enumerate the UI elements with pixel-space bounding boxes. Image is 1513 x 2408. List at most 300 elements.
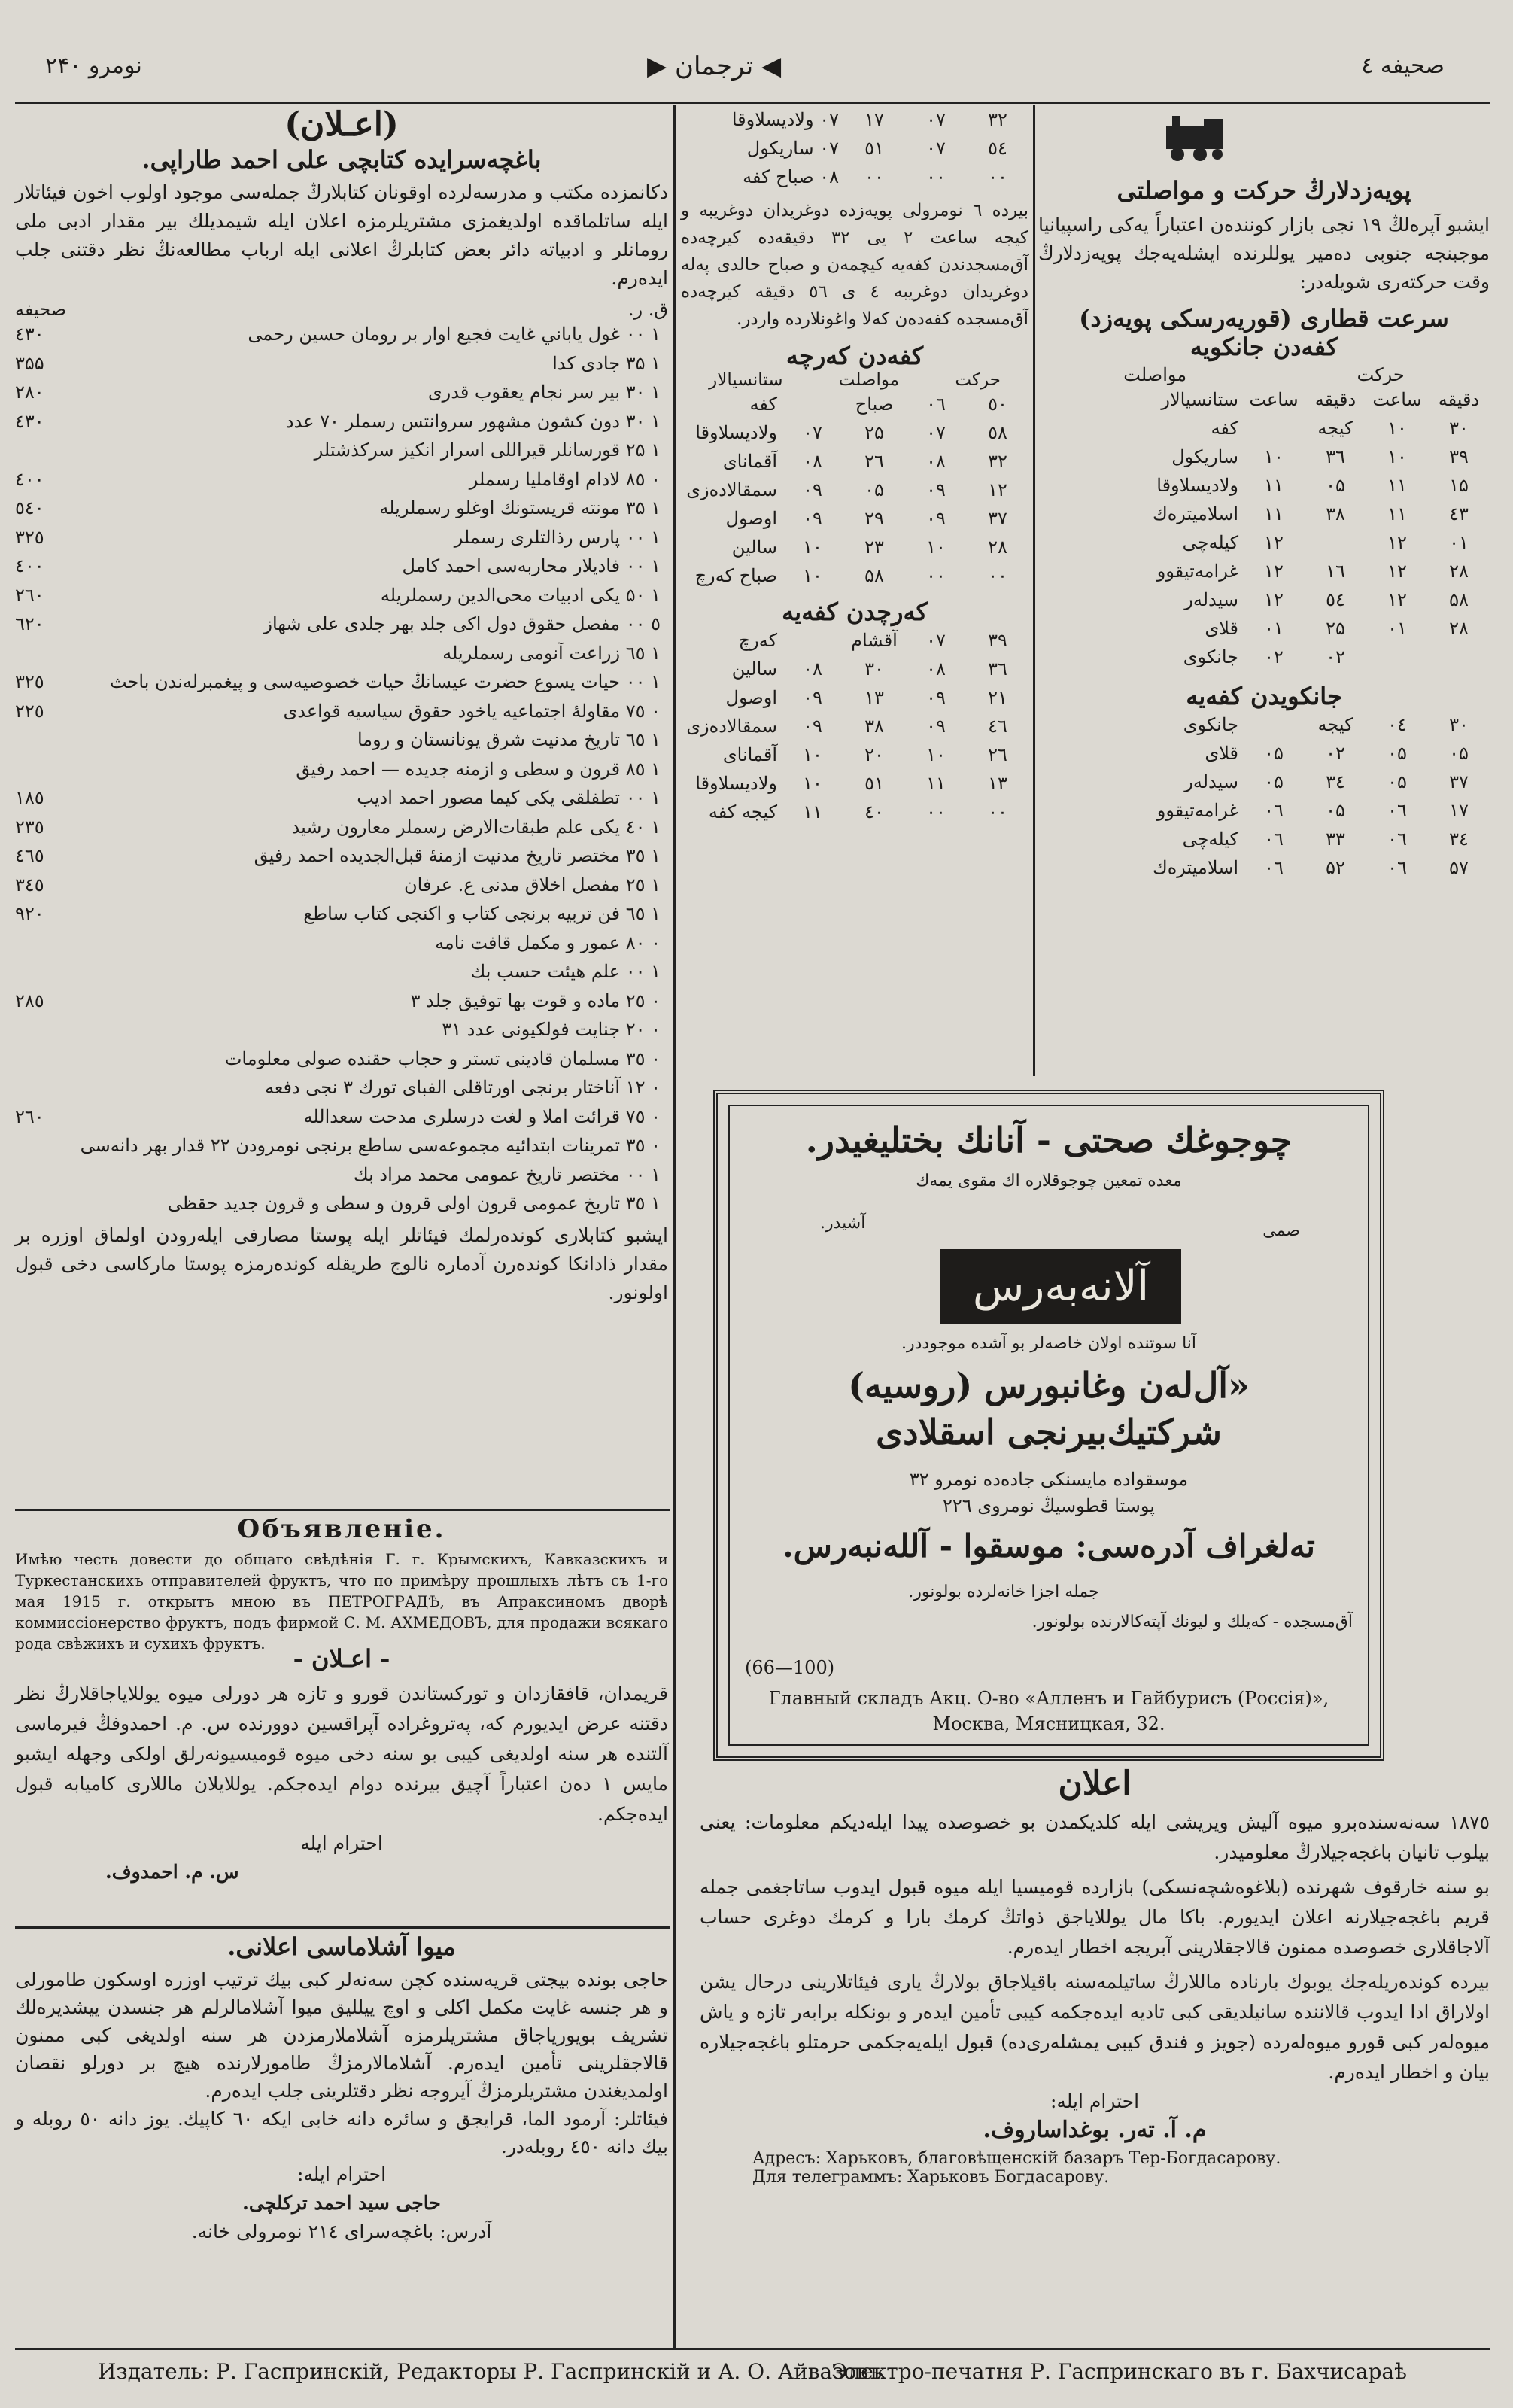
- book-pages: ٤۳۰: [15, 324, 44, 345]
- table-cell: ۳۸: [1326, 503, 1345, 524]
- book-title: ۱ ۳٥ تاريخ عمومی قرون اولی قرون و سطی و قرون جديد حقظی: [167, 1193, 661, 1214]
- table-cell: ۱۰: [803, 565, 822, 586]
- table-cell: ۲۹: [864, 508, 884, 529]
- list-item: [15, 957, 668, 987]
- list-item: [15, 610, 668, 639]
- table-row: [681, 769, 1028, 798]
- table-cell: ۳۰: [1449, 714, 1469, 735]
- table-cell: ۰۹: [926, 716, 946, 737]
- ad-addr1: موسقوادە مايسنكی جادەدە نومرو ۳۲: [909, 1469, 1189, 1490]
- table-cell: ۱۰: [803, 773, 822, 794]
- list-item: [15, 725, 668, 755]
- table-cell: ۱۲: [1264, 561, 1284, 582]
- table-cell: كەرچ: [738, 630, 777, 651]
- book-pages: ۳۵۵: [15, 352, 44, 374]
- book-title: ۱ ٦٥ زراعت آنومی رسملريله: [442, 642, 661, 664]
- fruit-body: حاجی بونده بيجتی قريەسندە كچن سەنەلر كبی بيك ترتيب اوزرە اوسكون طامورلی و هر جنسە غايت مكمل اكلی و اوچ ييلليق ميوا آشلامالرلم هر جنسدن ييشديرەلك تشريف بويورياجاق مشتريلرمزە آشلاملارمزدن هر سنه اولديغی كبی ممنون قالاجقلرينی تأمين ايدەرم. آشلامالارمزڭ طامورلارندە هيچ بر دورلو نقصان اولمديغندن مشتريلرمزڭ آيروجه نظر دقتلرينی جلب ايدەرم.: [15, 1969, 668, 2102]
- publisher-line: Издатель: Р. Гаспринскій, Редакторы Р. Гаспринскій и А. О. Айвазовъ: [98, 2359, 882, 2384]
- table-cell: ۱۱: [1264, 475, 1284, 496]
- table-cell: ۰۲: [1326, 646, 1345, 667]
- kharkov-body2: بو سنه خارقوف شهرندە (بلاغوەشچەنسكی) بازاردە قوميسيا ايلە ميوە قبول ايدوب ساتاجغمی جملە قريم باغجەجيلارنە اعلان ايديورم. باكا مال يوللاياجق ذواتڭ كرمك بارا و كرمك دوغری حساب آلاجاقلاری خصوصدە ممنون قالاجقلارينی آبريجە اخطار ايدەرم.: [700, 1876, 1490, 1958]
- table-cell: ولاديسلاوقا: [695, 773, 777, 794]
- book-title: ۱ ۰۰ علم هيئت حسب بك: [470, 961, 661, 982]
- list-item: [15, 1044, 668, 1074]
- book-title: ۱ ٤۰ يكی علم طبقات‌الارض رسملر معارون رشيد: [291, 816, 661, 838]
- table-cell: كيجه كفه: [708, 801, 777, 822]
- list-item: [15, 639, 668, 668]
- table-row: [681, 476, 1028, 504]
- schedule-table-kerch-kefe: [681, 626, 1028, 826]
- list-item: [15, 465, 668, 494]
- book-title: ۱ ۰۰ تطفلقی يكی كيما مصور احمد اديب: [357, 787, 661, 808]
- list-item: [15, 378, 668, 407]
- book-pages: [15, 755, 75, 784]
- table-cell: ۰۰: [926, 166, 946, 187]
- col-head-pages: صحيفه: [15, 299, 67, 320]
- table-cell: ۰۹: [803, 508, 822, 529]
- column-rule: [1033, 105, 1035, 1076]
- table-row: [681, 447, 1028, 476]
- ad-addr2: پوستا قطوسیڭ نومروی ۲۲٦: [943, 1495, 1155, 1516]
- train-intro: ايشبو آپرەلڭ ۱۹ نجی بازار كونندەن اعتباراً يەكی راسپيانيا موجبنجە جنوبی دەمير يوللرندە ايشلەيەجك پويەزدلارڭ وقت حركتەری شويلەدر:: [1038, 214, 1490, 293]
- list-item: [15, 667, 668, 697]
- book-pages: ۳۲٥: [15, 671, 44, 692]
- table-header-cell: ستانسيالار: [1161, 389, 1238, 410]
- table-cell: سيدلەر: [1184, 589, 1238, 610]
- book-title: ٥ ۰۰ مفصل حقوق دول اكی جلد بهر جلدی علی شهاز: [263, 613, 661, 634]
- kharkov-notice: [700, 1765, 1490, 2187]
- table-cell: ٥۱: [864, 773, 884, 794]
- table-row: [1038, 825, 1490, 853]
- table-cell: ۰۰: [988, 565, 1007, 586]
- table-cell: غرامەتيقوو: [1156, 561, 1238, 582]
- book-pages: [15, 1189, 75, 1218]
- table-header-row: [1038, 385, 1490, 414]
- table-cell: ۳۲: [988, 451, 1007, 472]
- table-cell: آقشام: [851, 630, 898, 651]
- book-pages: ۳۲٥: [15, 526, 44, 548]
- table-cell: ۳۷: [1449, 771, 1469, 792]
- table-row: [681, 655, 1028, 683]
- ad-telegraph: تەلغراف آدرەسی: موسقوا - آللەنبەرس.: [782, 1528, 1315, 1564]
- train-icon: [1159, 113, 1234, 166]
- table-cell: ۰۷: [926, 109, 946, 130]
- schedule-table-top: [681, 105, 1028, 191]
- table-cell: [1428, 643, 1490, 671]
- list-item: [15, 494, 668, 523]
- table-cell: ۰۲: [1326, 743, 1345, 764]
- table-cell: ٥٤: [988, 138, 1007, 159]
- table-cell: ۰٦: [926, 394, 946, 415]
- book-title: ۱ ۲۵ قورسانلر قيراللی اسرار انكيز سركذشتلر: [314, 439, 661, 461]
- table-cell: ۰۵: [1326, 800, 1345, 821]
- table-cell: ۰۷: [926, 138, 946, 159]
- table-cell: ۰۱: [1264, 618, 1284, 639]
- table-row: [1038, 796, 1490, 825]
- table-cell: ۰۵: [1387, 771, 1407, 792]
- table-cell: ۰٦: [1264, 800, 1284, 821]
- table-header-cell: ساعت: [1249, 389, 1299, 410]
- book-title: ۱ ۳۰ دون كشون مشهور سروانتس رسملر ۷۰ عدد: [285, 410, 661, 432]
- russian-notice: [15, 1514, 668, 1654]
- list-item: [15, 899, 668, 929]
- list-item: [15, 1131, 668, 1160]
- akhmedov-sign1: احترام ايله: [300, 1832, 383, 1854]
- allenburys-ad: [713, 1090, 1384, 1761]
- table-cell: ۱۰: [803, 744, 822, 765]
- table-cell: سمقالادەزی: [686, 716, 777, 737]
- book-title: ۱ ۳۵ جادی كدا: [552, 352, 661, 374]
- table-cell: ۰۸: [803, 451, 822, 472]
- fruit-address: آدرس: باغچەسراى ۲۱٤ نومرولی خانە.: [191, 2221, 492, 2242]
- table-cell: ۰۷: [926, 630, 946, 651]
- schedule-table-kefe: [1038, 385, 1490, 671]
- ad-line2: آشيدر.: [820, 1214, 866, 1233]
- table-cell: ۲۸: [988, 537, 1007, 558]
- table-cell: ۵۸: [864, 565, 884, 586]
- table-cell: ۳۹: [988, 630, 1007, 651]
- fruit-nursery-ad: [15, 1932, 668, 2246]
- table-row: [1038, 471, 1490, 500]
- akhmedov-notice: [15, 1644, 668, 1887]
- table-cell: ۰۱: [1449, 532, 1469, 553]
- table-cell: ۱۲: [1264, 589, 1284, 610]
- table-cell: ۱۰: [926, 744, 946, 765]
- table-cell: ۲۰: [864, 744, 884, 765]
- kharkov-telegram-ru: Для телеграммъ: Харьковъ Богдасарову.: [752, 2168, 1110, 2187]
- book-title: ۰ ۱۲ آناختار برنجی اورتاقلی الفبای تورك ۳ نجی دفعه: [265, 1077, 661, 1098]
- book-pages: [15, 639, 75, 668]
- table-row: [1038, 442, 1490, 471]
- list-item: [15, 813, 668, 842]
- table-row: [1038, 585, 1490, 614]
- book-pages: [15, 1015, 75, 1044]
- kerch-kefe-title: كەرچدن كفەيە: [782, 597, 928, 626]
- table-cell: ۰۷ ولاديسلاوقا: [731, 109, 839, 130]
- col-head-price: ق. ر.: [627, 299, 668, 320]
- col-head-arrive: مواصلت: [1123, 364, 1187, 385]
- table-row: [1038, 710, 1490, 739]
- list-item: [15, 929, 668, 958]
- list-item: [15, 1102, 668, 1132]
- list-item: [15, 841, 668, 871]
- ad-company: «آل‌لەن وغانبورس (روسيه) شركتيك‌بيرنجی اسقلادی: [848, 1365, 1250, 1452]
- table-cell: آقمانای: [722, 744, 777, 765]
- table-cell: ۱۵: [1449, 475, 1469, 496]
- table-header-cell: دقيقە: [1314, 389, 1357, 410]
- table-cell: قلای: [1205, 618, 1238, 639]
- ad-line5: آق‌مسجدە - كەيلك و ليونك آپتەكالارندە بولونور.: [1031, 1613, 1353, 1631]
- section-rule: [15, 1509, 670, 1511]
- list-item: [15, 1160, 668, 1190]
- akhmedov-sign2: س. م. احمدوف.: [105, 1861, 239, 1883]
- train-schedule-main: [1038, 105, 1490, 882]
- table-cell: ۰۲: [1264, 646, 1284, 667]
- table-row: [1038, 614, 1490, 643]
- table-cell: كيلەچی: [1182, 532, 1238, 553]
- table-cell: كيلەچی: [1182, 829, 1238, 850]
- table-cell: آقمانای: [722, 451, 777, 472]
- table-cell: ۳۰: [1449, 418, 1469, 439]
- fruit-sign1: احترام ايله:: [296, 2163, 387, 2185]
- table-cell: ۱۳: [988, 773, 1007, 794]
- ad-title: (اعـلان): [284, 105, 399, 144]
- table-cell: ساريكول: [1171, 446, 1238, 467]
- list-item: [15, 783, 668, 813]
- book-pages: ٤٦٥: [15, 845, 44, 866]
- table-cell: ۰۵: [1264, 771, 1284, 792]
- table-cell: ۰۵: [1449, 743, 1469, 764]
- book-list: [15, 320, 668, 1218]
- table-cell: اوصول: [725, 687, 777, 708]
- list-item: [15, 581, 668, 610]
- list-item: [15, 987, 668, 1016]
- schedule-table-jankoy: [1038, 710, 1490, 882]
- paper-name: ترجمان: [674, 51, 754, 81]
- list-item: [15, 552, 668, 581]
- table-cell: [1366, 643, 1428, 671]
- book-pages: [15, 929, 75, 958]
- book-title: ۱ ۲٥ مفصل اخلاق مدنی ع. عرفان: [404, 874, 661, 895]
- table-cell: ۱۲: [988, 479, 1007, 500]
- table-cell: ۰۰: [926, 801, 946, 822]
- jankoy-kefe-title: جانكويدن كفەيە: [1186, 682, 1342, 710]
- table-row: [681, 533, 1028, 561]
- table-cell: [1305, 528, 1366, 557]
- table-cell: كفه: [1211, 418, 1238, 439]
- table-row: [681, 504, 1028, 533]
- table-cell: ۰۵: [1387, 743, 1407, 764]
- book-title: ۱ ۸٥ قرون و سطی و ازمنه جديده — احمد رفيق: [296, 758, 661, 780]
- table-cell: [1243, 710, 1305, 739]
- table-cell: ۳٤: [1326, 771, 1345, 792]
- table-cell: ۳۲: [988, 109, 1007, 130]
- table-cell: ۱۰: [803, 537, 822, 558]
- column-rule: [673, 105, 676, 2348]
- table-cell: ۱۱: [803, 801, 822, 822]
- book-title: ۱ ۰۰ غول ياباني غايت فجيع اوار بر رومان حسين رحمی: [248, 324, 661, 345]
- notice-title: Объявленіе.: [237, 1514, 446, 1544]
- table-cell: ۰۹: [803, 716, 822, 737]
- table-row: [1038, 528, 1490, 557]
- table-cell: ٤٦: [988, 716, 1007, 737]
- express-title: سرعت قطاری (قوريەرسكی پويەزد): [1079, 304, 1449, 333]
- list-item: [15, 407, 668, 436]
- list-item: [15, 349, 668, 379]
- book-pages: [15, 957, 75, 987]
- book-title: ۱ ٦٥ تاريخ مدنيت شرق يونانستان و روما: [357, 729, 661, 750]
- table-cell: ۰۷: [803, 422, 822, 443]
- table-cell: ۰۱: [1387, 618, 1407, 639]
- book-pages: ٤۰۰: [15, 468, 44, 490]
- table-cell: ۱۲: [1387, 532, 1407, 553]
- page-header: [15, 38, 1490, 104]
- table-cell: ۱٦: [1326, 561, 1345, 582]
- table-cell: ۵۷: [1449, 857, 1469, 878]
- ad-line1: معدە تمعين چوجوقلارە اك مقوی يمەك: [916, 1172, 1182, 1190]
- table-cell: صباح: [855, 394, 894, 415]
- table-cell: ۰٦: [1264, 829, 1284, 850]
- ad-subtitle: باغچەسرايدە كتابچی علی احمد طاراپی.: [141, 145, 542, 174]
- ad-russian: Главный складъ Акц. О-во «Алленъ и Гайбурисъ (Россія)», Москва, Мясницкая, 32.: [768, 1688, 1329, 1735]
- table-cell: ۰٦: [1387, 829, 1407, 850]
- table-cell: قلای: [1205, 743, 1238, 764]
- book-pages: ۲۳٥: [15, 816, 44, 838]
- notice-body: Имѣю честь довести до общаго свѣдѣнія Г. г. Крымскихъ, Кавказскихъ и Туркестанскихъ отправителей фруктъ, что по примѣру прошлыхъ лѣтъ съ 1-го мая 1915 г. открытъ мною въ ПЕТРОГРАДѢ, въ Апраксиномъ дворѣ коммиссіонерство фруктъ, подъ фирмой С. М. АХМЕДОВЪ, для продажи всякаго рода свѣжихъ и сухихъ фруктъ.: [15, 1550, 668, 1652]
- kharkov-sign1: احترام ايله:: [1050, 2090, 1140, 2112]
- table-cell: ۰۸: [803, 658, 822, 680]
- ad-frame: [728, 1105, 1369, 1746]
- table-cell: ۳٦: [1326, 446, 1345, 467]
- table-cell: ۲٦: [988, 744, 1007, 765]
- table-cell: [782, 626, 843, 655]
- book-title: ۱ ۳٥ مختصر تاريخ مدنيت ازمنۀ قبل‌الجديده احمد رفيق: [254, 845, 661, 866]
- ad-closing: ايشبو كتابلاری كوندەرلمك فيئاتلر ايلە پوستا مصارفی ايلەرودن اولماق اوزرە بر مقدار ذادانكا كوندەرن آدمارە نالوج طريقله كوندەرمزه پوستا ماركاسی دخی قبول اولونور.: [15, 1224, 668, 1303]
- table-cell: ۰۹: [926, 479, 946, 500]
- fruit-sign2: حاجی سيد احمد تركلچی.: [242, 2192, 441, 2214]
- book-pages: [15, 1160, 75, 1190]
- book-title: ۰ ۲٥ ماده و قوت بها توفيق جلد ۳: [410, 990, 661, 1011]
- train-schedule-kerch: [681, 105, 1028, 826]
- table-cell: ۰۸ صباح كفه: [743, 166, 839, 187]
- table-cell: ۲۵: [1326, 618, 1345, 639]
- table-cell: ۰٤: [1387, 714, 1407, 735]
- table-cell: سيدلەر: [1184, 771, 1238, 792]
- kharkov-address-ru: Адресъ: Харьковъ, благовѣщенскій базаръ Тер-Богдасарову.: [752, 2149, 1281, 2168]
- list-item: [15, 871, 668, 900]
- book-pages: ۲۸۰: [15, 382, 44, 403]
- table-row: [681, 740, 1028, 769]
- table-cell: ۱۱: [926, 773, 946, 794]
- table-cell: ۰۰: [988, 166, 1007, 187]
- book-title: ۰ ۸٥ لادام اوقامليا رسملر: [469, 468, 661, 490]
- table-cell: ۳۸: [864, 716, 884, 737]
- book-title: ۰ ۳٥ تمرينات ابتدائيه مجموعەسی ساطع برنجی نومرودن ۲۲ قدار بهر دانەسی: [80, 1135, 661, 1156]
- table-cell: ۰۹: [803, 479, 822, 500]
- table-cell: ۱۰: [1387, 418, 1407, 439]
- table-cell: ۲۱: [988, 687, 1007, 708]
- ad-line3: آنا سوتندە اولان خاصەلر بو آشدە موجوددر.: [901, 1334, 1197, 1353]
- table-cell: ۲٦: [864, 451, 884, 472]
- table-cell: ۰۸: [926, 658, 946, 680]
- kefe-jankoy-title: كفەدن جانكويە: [1189, 333, 1338, 361]
- table-cell: ۱۱: [1387, 503, 1407, 524]
- table-cell: ۲۸: [1449, 561, 1469, 582]
- table-cell: ۰۰: [988, 801, 1007, 822]
- bookseller-ad: [15, 105, 668, 1307]
- table-cell: ۰٦: [1387, 857, 1407, 878]
- train-title: پويەزدلارڭ حركت و مواصلتی: [1117, 176, 1411, 205]
- book-title: ۰ ۳٥ مسلمان قادينی تستر و حجاب حقنده صولی معلومات: [224, 1047, 661, 1069]
- table-cell: ۰۷ ساريكول: [746, 138, 839, 159]
- table-cell: ٤۳: [1449, 503, 1469, 524]
- table-cell: ۲۵: [864, 422, 884, 443]
- table-cell: اوصول: [725, 508, 777, 529]
- table-row: [681, 561, 1028, 590]
- ad-intro: دكانمزدە مكتب و مدرسەلردە اوقونان كتابلارڭ جملەسی موجود اولوب اخون فيئاتلار ايلە ساتلماقدە اولديغمزی مشتريلرمزە اعلان ايلە شيمديلك بير مقدار ادبی ملی رومانلر و ادبياتە دائر بعض كتابلرڭ اعلانی ايلە ارباب مطالعەنڭ نظر دقتنی جلب ايدەرم.: [15, 181, 668, 289]
- book-pages: ٦۲۰: [15, 613, 44, 634]
- table-row: [681, 105, 1028, 134]
- akhmedov-title: - اعـلان -: [293, 1644, 390, 1673]
- col-head: حركت: [955, 370, 1001, 390]
- table-cell: سالين: [731, 658, 777, 680]
- list-item: [15, 697, 668, 726]
- table-cell: ۲۳: [864, 537, 884, 558]
- table-cell: ۳۰: [864, 658, 884, 680]
- book-pages: ۲٦۰: [15, 1105, 44, 1127]
- table-cell: كفه: [749, 394, 777, 415]
- book-title: ۰ ۸۰ عمور و مكمل قافت نامه: [435, 932, 661, 953]
- table-row: [681, 163, 1028, 191]
- table-cell: ۱۲: [1264, 532, 1284, 553]
- book-title: ۰ ۷٥ قرائت املا و لغت درسلری مدحت سعدالله: [303, 1105, 661, 1127]
- table-row: [1038, 414, 1490, 442]
- book-pages: ۳٤٥: [15, 874, 44, 895]
- table-cell: ۱۱: [1387, 475, 1407, 496]
- table-cell: ۰۸: [926, 451, 946, 472]
- table-cell: [1243, 414, 1305, 442]
- table-cell: ۰٦: [1264, 857, 1284, 878]
- book-pages: ۲۸٥: [15, 990, 44, 1011]
- table-cell: ٥۰: [988, 394, 1007, 415]
- table-cell: ۱۲: [1387, 561, 1407, 582]
- table-row: [1038, 768, 1490, 796]
- book-pages: [15, 436, 75, 465]
- book-title: ۱ ۳۰ بير سر نجام يعقوب قدری: [427, 382, 661, 403]
- schedule-table-kefe-kerch: [681, 390, 1028, 590]
- list-item: [15, 523, 668, 552]
- table-cell: ۰٦: [1387, 800, 1407, 821]
- book-title: ۱ ۵۰ يكی ادبيات محی‌الدين رسملريله: [380, 584, 661, 606]
- book-pages: ۲۲٥: [15, 700, 44, 722]
- table-cell: ۱۱: [1264, 503, 1284, 524]
- book-title: ۱ ۰۰ مختصر تاريخ عمومی محمد مراد بك: [353, 1163, 661, 1185]
- table-row: [681, 418, 1028, 447]
- table-cell: كيجه: [1317, 714, 1353, 735]
- table-cell: ۳۳: [1326, 829, 1345, 850]
- page-footer: [15, 2348, 1490, 2395]
- book-title: ۱ ۳۵ مونته قريستونك اوغلو رسملريله: [379, 497, 661, 518]
- page-number: صحيفه ٤: [1361, 53, 1445, 79]
- col-head: ستانسيالار: [709, 370, 783, 390]
- table-cell: ۰۷: [926, 422, 946, 443]
- table-cell: سالين: [731, 537, 777, 558]
- table-cell: اسلاميترەك: [1152, 503, 1238, 524]
- table-cell: ٥٤: [1326, 589, 1345, 610]
- table-row: [1038, 739, 1490, 768]
- brand-logo: آلانەبەرس: [940, 1249, 1181, 1324]
- section-rule: [15, 1926, 670, 1929]
- table-header-cell: ساعت: [1372, 389, 1422, 410]
- table-cell: ٥١: [864, 138, 884, 159]
- table-header-cell: دقيقە: [1438, 389, 1480, 410]
- book-title: ۱ ۰۰ حيات يسوع حضرت عيسانڭ حيات خصوصيەسی و پيغمبرلەندن باحث: [110, 671, 661, 692]
- table-row: [681, 134, 1028, 163]
- book-title: ۰ ۷٥ مقاولۀ اجتماعيه ياخود حقوق سياسيە قواعدی: [283, 700, 661, 722]
- col-head: مواصلت: [838, 370, 900, 390]
- table-row: [681, 683, 1028, 712]
- printer-line: Электро-печатня Р. Гаспринскаго въ г. Бахчисараѣ: [831, 2359, 1407, 2384]
- list-item: [15, 436, 668, 465]
- book-pages: ۱۸٥: [15, 787, 44, 808]
- ad-brand-prefix: صمی: [1262, 1221, 1300, 1240]
- table-cell: ۱۳: [864, 687, 884, 708]
- table-row: [1038, 500, 1490, 528]
- book-pages: ٥٤۰: [15, 497, 44, 518]
- kefe-kerch-title: كفەدن كەرچە: [785, 342, 924, 370]
- table-cell: صباح كەرچ: [694, 565, 777, 586]
- book-title: ۰ ۲۰ جنایت فولكيونی عدد ۳۱: [442, 1019, 661, 1040]
